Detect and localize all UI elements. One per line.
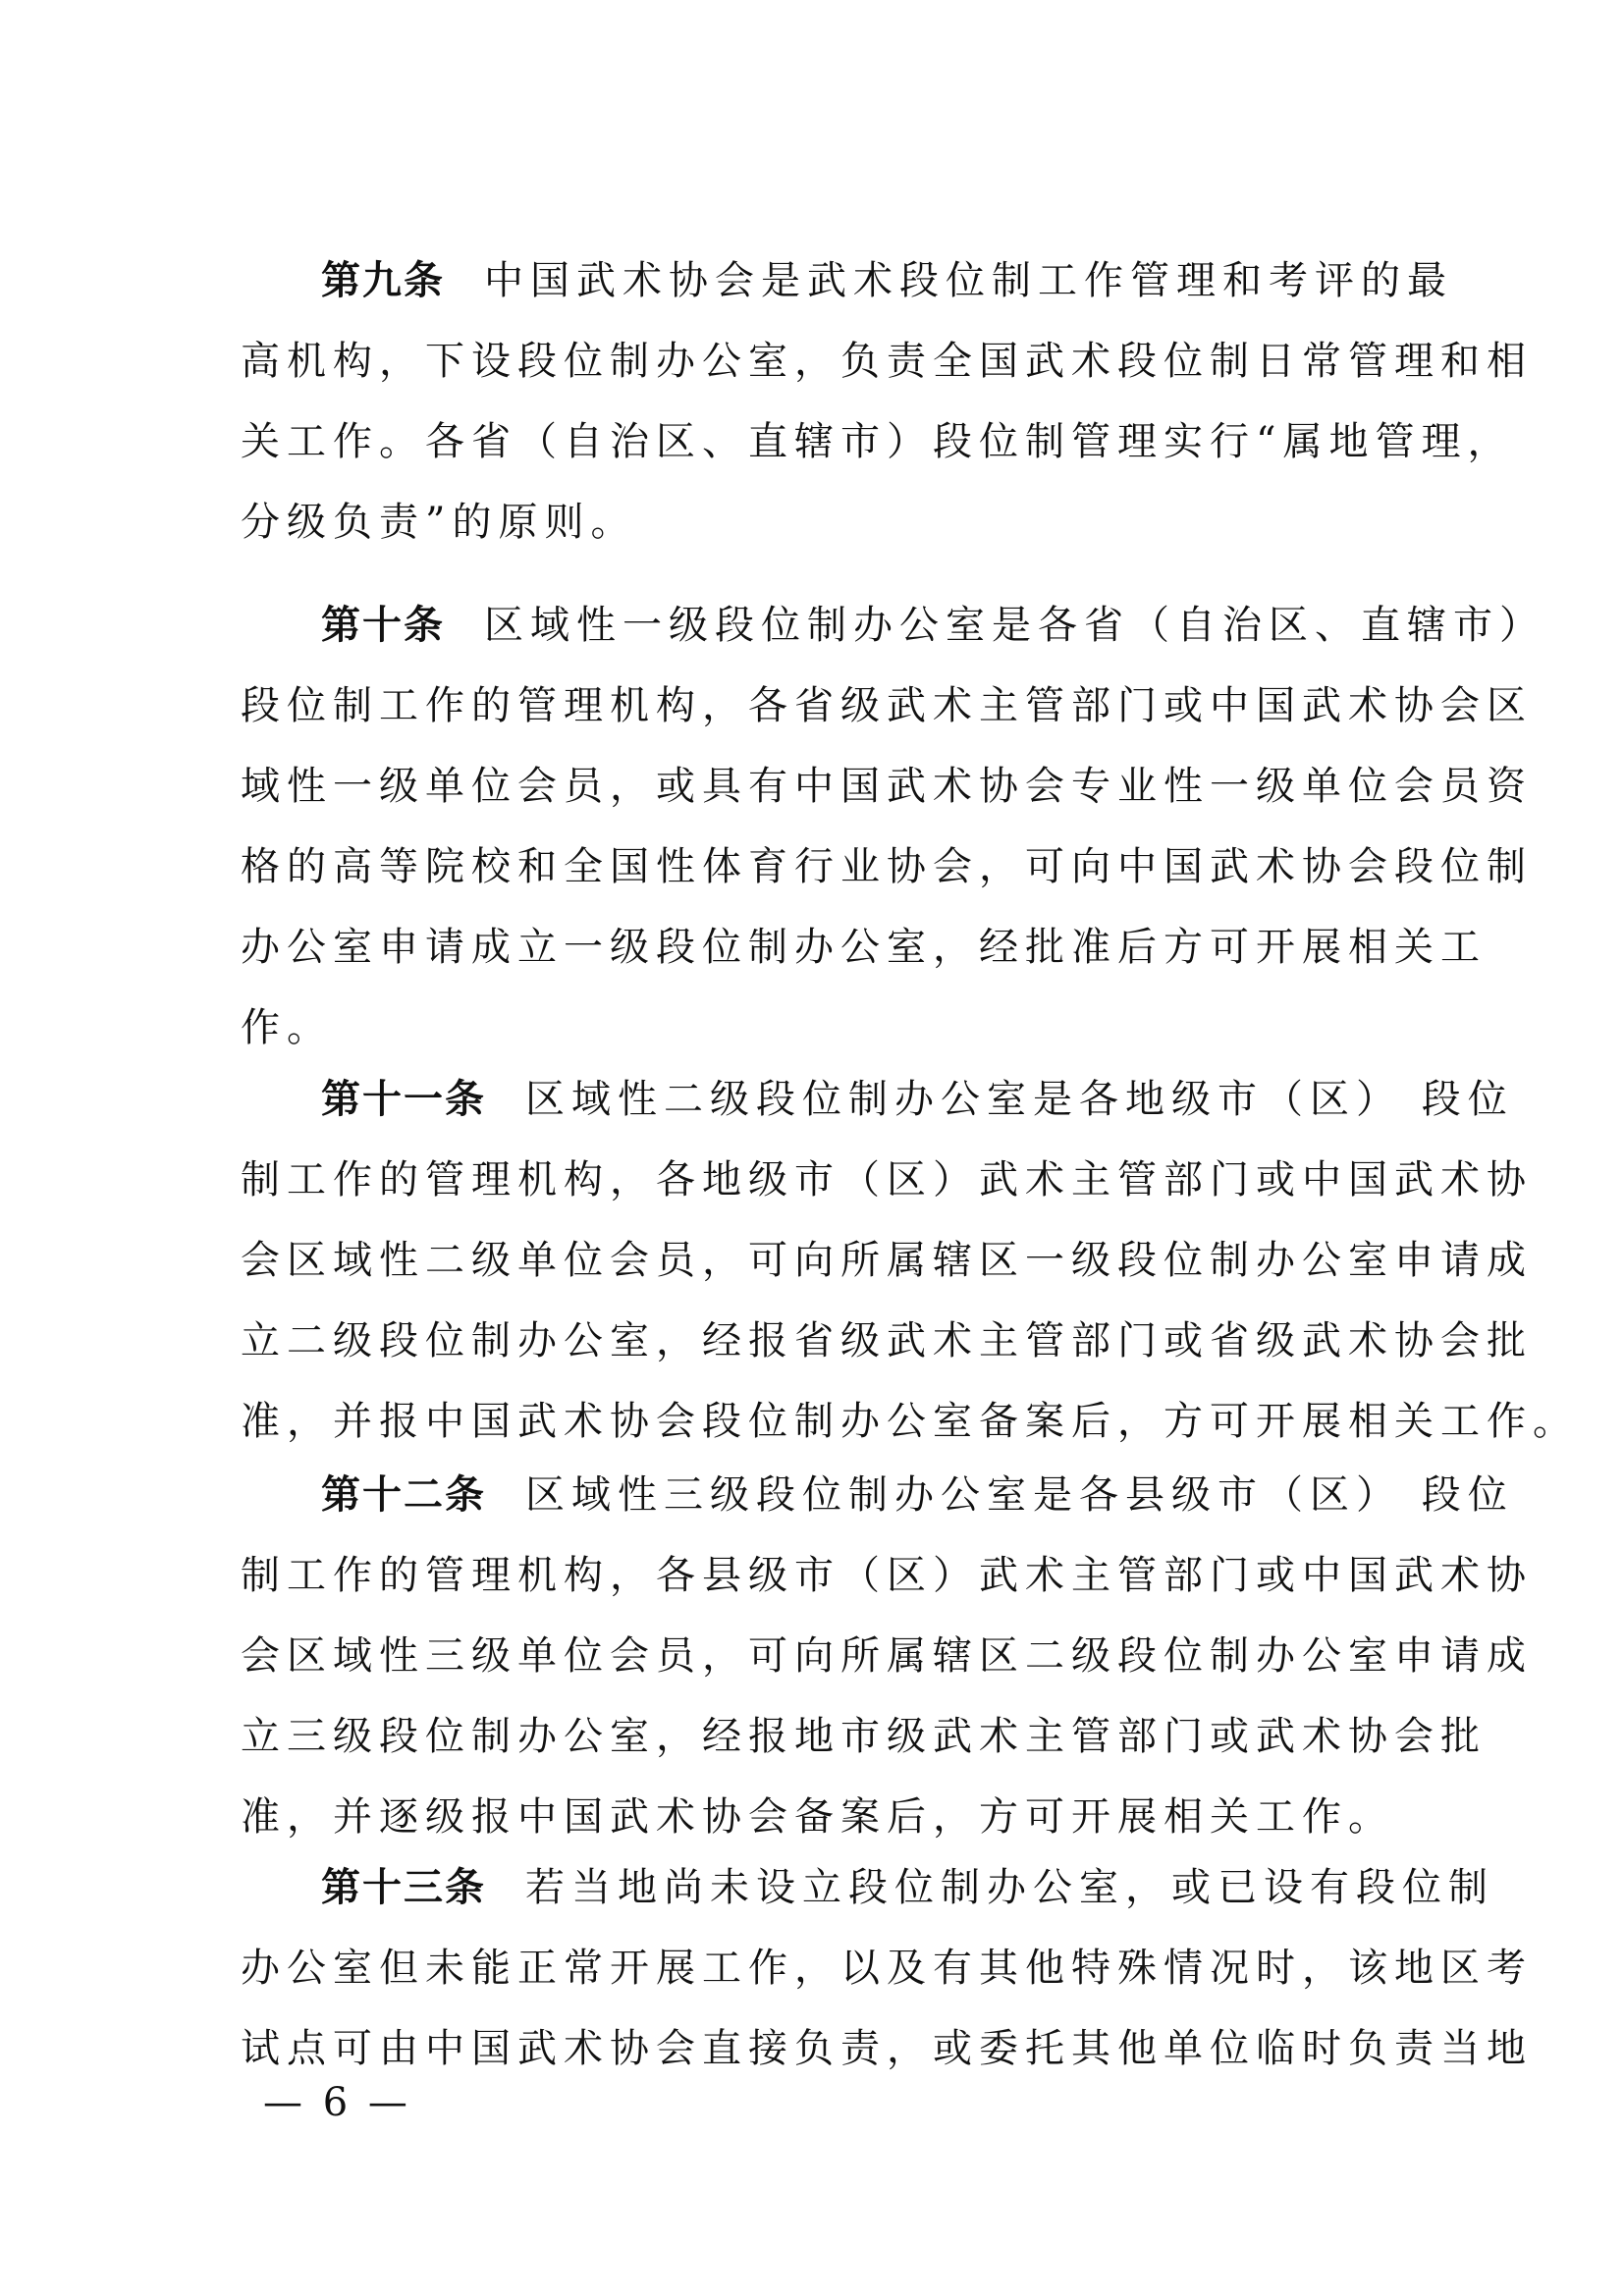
article-text-line: 高机构，下设段位制办公室，负责全国武术段位制日常管理和相 [241, 339, 1533, 384]
article-text-line: 会区域性三级单位会员，可向所属辖区二级段位制办公室申请成 [241, 1633, 1533, 1679]
article-text-line: 制工作的管理机构，各县级市（区）武术主管部门或中国武术协 [241, 1553, 1533, 1598]
article-text-line: 试点可由中国武术协会直接负责，或委托其他单位临时负责当地 [241, 2026, 1533, 2071]
article-text-line: 制工作的管理机构，各地级市（区）武术主管部门或中国武术协 [241, 1157, 1533, 1202]
article-text-line: 准，并逐级报中国武术协会备案后，方可开展相关工作。 [241, 1794, 1394, 1840]
page-number: — 6 — [263, 2080, 411, 2125]
article-first-line [241, 240, 1453, 321]
article-text: 区域性二级段位制办公室是各地级市（区） 段位 [525, 1077, 1514, 1122]
article-first-line [241, 1847, 1494, 1928]
article-text-line: 立三级段位制办公室，经报地市级武术主管部门或武术协会批 [241, 1714, 1487, 1759]
article-text-line: 会区域性二级单位会员，可向所属辖区一级段位制办公室申请成 [241, 1238, 1533, 1283]
article-first-line [241, 1059, 1514, 1140]
article-heading: 第十三条 [321, 1865, 486, 1910]
article-first-line [241, 585, 1545, 666]
article-text-line: 办公室但未能正常开展工作，以及有其他特殊情况时，该地区考 [241, 1946, 1533, 1991]
article-text-line: 格的高等院校和全国性体育行业协会，可向中国武术协会段位制 [241, 844, 1533, 889]
article-10 [241, 585, 1545, 1068]
article-12 [241, 1455, 1533, 1857]
article-text-line: 分级负责”的原则。 [241, 500, 637, 545]
article-text-line: 办公室申请成立一级段位制办公室，经批准后方可开展相关工 [241, 925, 1487, 970]
article-9 [241, 240, 1533, 562]
article-heading: 第十条 [321, 603, 445, 648]
article-first-line [241, 1455, 1514, 1535]
article-text-line: 关工作。各省（自治区、直辖市）段位制管理实行“属地管理， [241, 419, 1514, 464]
article-text-line: 立二级段位制办公室，经报省级武术主管部门或省级武术协会批 [241, 1318, 1533, 1363]
article-text: 中国武术协会是武术段位制工作管理和考评的最 [484, 258, 1453, 303]
article-text: 区域性三级段位制办公室是各县级市（区） 段位 [525, 1472, 1514, 1518]
article-text: 区域性一级段位制办公室是各省（自治区、直辖市） [484, 603, 1545, 648]
article-text: 若当地尚未设立段位制办公室，或已设有段位制 [525, 1865, 1494, 1910]
article-text-line: 准，并报中国武术协会段位制办公室备案后，方可开展相关工作。 [241, 1399, 1579, 1444]
article-text-line: 段位制工作的管理机构，各省级武术主管部门或中国武术协会区 [241, 683, 1533, 728]
article-11 [241, 1059, 1579, 1462]
article-text-line: 域性一级单位会员，或具有中国武术协会专业性一级单位会员资 [241, 764, 1533, 809]
article-heading: 第九条 [321, 258, 445, 303]
article-13 [241, 1847, 1533, 2089]
article-text-line: 作。 [241, 1005, 333, 1050]
article-heading: 第十二条 [321, 1472, 486, 1518]
article-heading: 第十一条 [321, 1077, 486, 1122]
